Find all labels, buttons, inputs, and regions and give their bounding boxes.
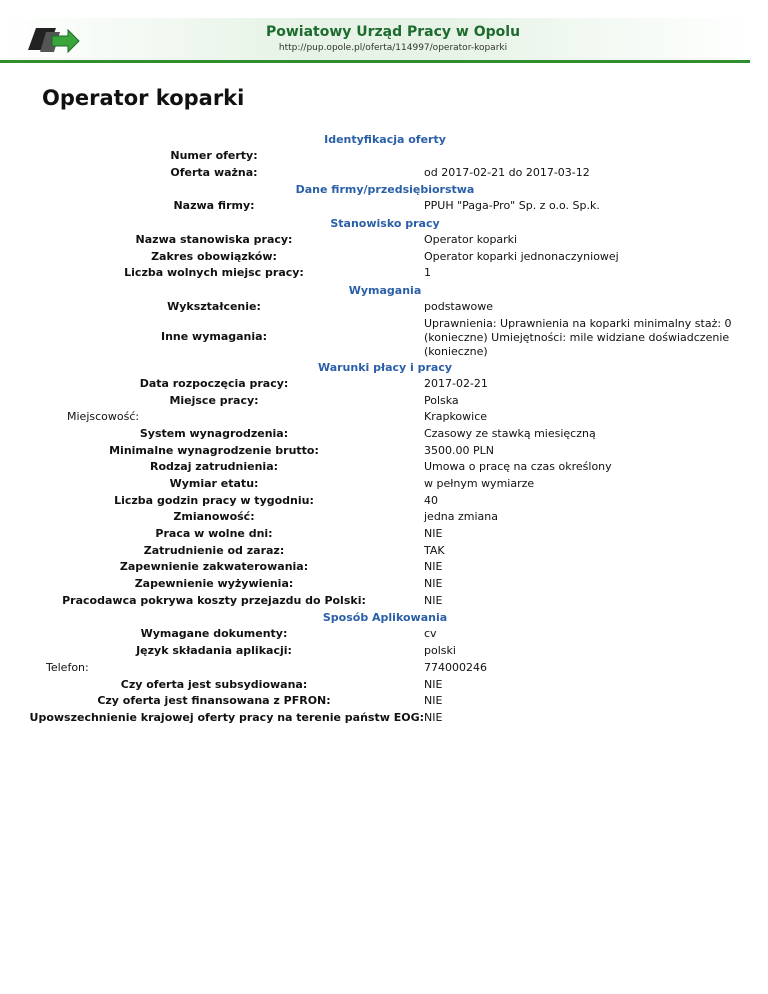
site-title: Powiatowy Urząd Pracy w Opolu (265, 24, 521, 40)
field-label: Oferta ważna: (170, 165, 258, 179)
field-value: TAK (424, 543, 445, 557)
field-label: Nazwa stanowiska pracy: (135, 233, 293, 247)
site-url[interactable]: http://pup.opole.pl/oferta/114997/operator-koparki (278, 43, 508, 53)
field-value: Operator koparki (424, 233, 518, 247)
field-value: cv (424, 627, 437, 641)
row-oferta-wazna (0, 165, 768, 182)
row-miejsce-pracy (0, 393, 768, 410)
field-value: 1 (424, 266, 431, 280)
section-wymagania: Wymagania (348, 284, 422, 298)
field-label: Czy oferta jest finansowana z PFRON: (97, 694, 331, 708)
field-label: Nazwa firmy: (173, 199, 255, 213)
field-value: NIE (424, 560, 443, 574)
field-label: Czy oferta jest subsydiowana: (120, 677, 308, 691)
row-jezyk-aplikacji (0, 643, 768, 660)
row-rodzaj-zatrudnienia (0, 459, 768, 476)
field-value: jedna zmiana (424, 510, 499, 524)
field-label: Telefon: (46, 660, 89, 674)
field-label: Data rozpoczęcia pracy: (139, 376, 289, 390)
phone-number: 774000246 (424, 660, 487, 674)
row-zmianowosc (0, 509, 768, 526)
row-zatrudnienie-od-zaraz (0, 543, 768, 560)
field-value: NIE (424, 677, 443, 691)
field-value: PPUH "Paga-Pro" Sp. z o.o. Sp.k. (424, 199, 600, 213)
row-nazwa-stanowiska (0, 232, 768, 249)
field-value (424, 148, 734, 149)
field-value: polski (424, 644, 456, 658)
field-label: Zakres obowiązków: (151, 249, 277, 263)
field-value: Operator koparki jednonaczyniowej (424, 249, 619, 263)
field-label: Praca w wolne dni: (155, 527, 273, 540)
field-label: Miejscowość: (67, 410, 140, 424)
field-label: Liczba wolnych miejsc pracy: (124, 266, 304, 280)
field-label: Rodzaj zatrudnienia: (149, 460, 279, 474)
row-pfron (0, 693, 768, 710)
field-value: NIE (424, 593, 443, 607)
row-nazwa-firmy (0, 198, 768, 215)
offer-details (0, 131, 768, 727)
field-label: Miejsce pracy: (169, 393, 259, 407)
field-label: System wynagrodzenia: (139, 426, 289, 440)
field-value: Krapkowice (424, 410, 488, 424)
row-zakres-obowiazkow (0, 249, 768, 266)
field-label: Inne wymagania: (161, 329, 267, 343)
page-title: Operator koparki (42, 86, 245, 110)
field-label: Zatrudnienie od zaraz: (143, 543, 285, 557)
section-stanowisko: Stanowisko pracy (330, 217, 440, 231)
field-label: Minimalne wynagrodzenie brutto: (109, 443, 319, 457)
field-value: NIE (424, 577, 443, 591)
field-label: Pracodawca pokrywa koszty przejazdu do Polski: (62, 593, 366, 607)
section-aplikowanie: Sposób Aplikowania (322, 611, 448, 625)
row-wymiar-etatu (0, 476, 768, 493)
row-wyzywienie (0, 576, 768, 593)
field-value: od 2017-02-21 do 2017-03-12 (424, 165, 590, 179)
row-zakwaterowanie (0, 559, 768, 576)
field-label: Upowszechnienie krajowej oferty pracy na terenie państw EOG: (29, 710, 424, 724)
row-minimalne-wynagrodzenie (0, 443, 768, 460)
row-liczba-godzin (0, 493, 768, 510)
row-numer-oferty (0, 148, 768, 165)
field-value: Uprawnienia: Uprawnienia na koparki minimalny staż: 0 (konieczne) Umiejętności: mile widziane doświadczenie (konieczne) (424, 316, 732, 358)
field-label: Wymiar etatu: (169, 476, 259, 490)
row-wyksztalcenie (0, 299, 768, 316)
row-eog (0, 710, 768, 727)
field-value: 3500.00 PLN (424, 443, 494, 457)
field-label: Numer oferty: (170, 149, 258, 162)
field-value: NIE (424, 527, 443, 540)
field-value: Czasowy ze stawką miesięczną (424, 426, 596, 440)
field-label: Zapewnienie zakwaterowania: (119, 560, 309, 574)
row-inne-wymagania (0, 316, 768, 359)
row-koszty-przejazdu (0, 593, 768, 610)
field-value: w pełnym wymiarze (424, 476, 535, 490)
field-label: Liczba godzin pracy w tygodniu: (114, 493, 314, 507)
field-value: podstawowe (424, 300, 493, 314)
section-warunki: Warunki płacy i pracy (317, 360, 453, 374)
site-header (0, 18, 750, 63)
field-label: Wykształcenie: (167, 300, 261, 314)
section-firma: Dane firmy/przedsiębiorstwa (295, 183, 475, 197)
row-liczba-miejsc (0, 265, 768, 282)
row-subsydiowana (0, 677, 768, 694)
row-data-rozpoczecia (0, 376, 768, 393)
field-label: Zapewnienie wyżywienia: (134, 577, 294, 591)
field-label: Zmianowość: (173, 510, 255, 524)
row-system-wynagrodzenia (0, 426, 768, 443)
field-value: Polska (424, 393, 459, 407)
field-value: 40 (424, 493, 438, 507)
field-value: 2017-02-21 (424, 376, 488, 390)
field-value: NIE (424, 694, 443, 708)
row-telefon (0, 660, 768, 677)
field-label: Język składania aplikacji: (136, 644, 292, 658)
field-value: Umowa o pracę na czas określony (424, 460, 612, 474)
row-wymagane-dokumenty (0, 626, 768, 643)
row-praca-w-wolne-dni (0, 526, 768, 543)
field-value: NIE (424, 710, 443, 724)
field-label: Wymagane dokumenty: (140, 627, 288, 641)
section-identyfikacja: Identyfikacja oferty (324, 133, 446, 146)
row-miejscowosc (0, 409, 768, 426)
